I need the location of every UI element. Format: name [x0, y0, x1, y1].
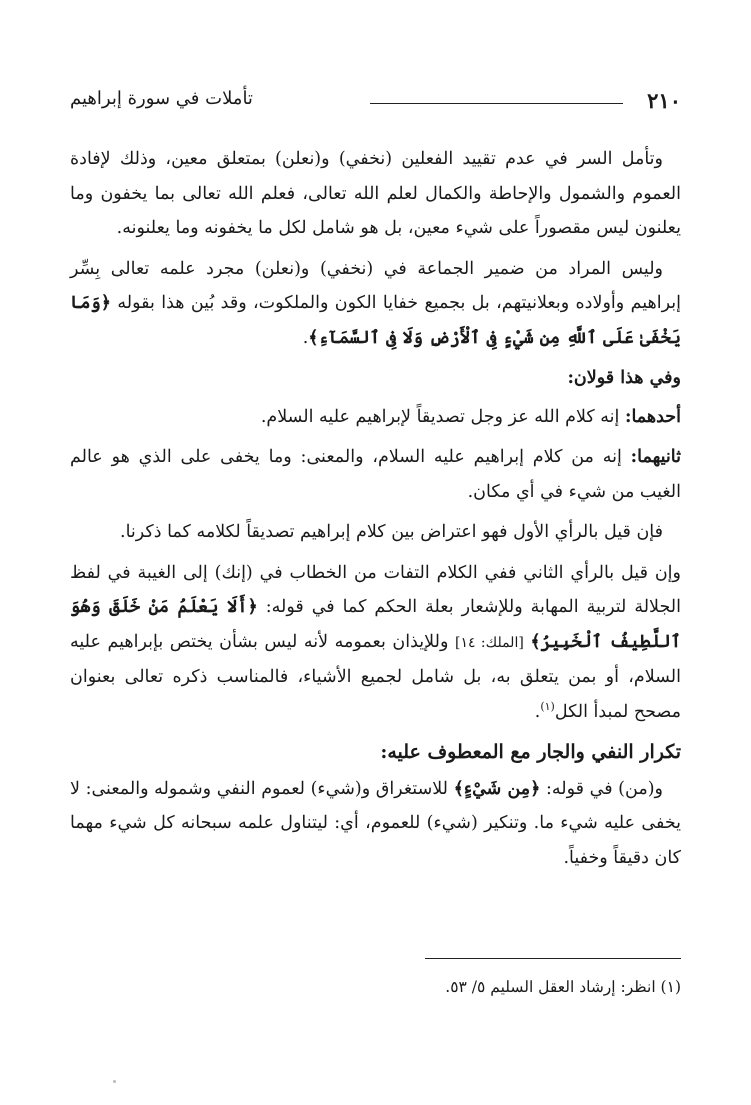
paragraph: وتأمل السر في عدم تقييد الفعلين (نخفي) و(نعلن) بمتعلق معين، وذلك لإفادة العموم والشمول والإحاطة والكمال لعلم الله تعالى، فعلم الله تعالى بما يخفون وما يعلنون ليس مقصوراً على شيء معين، بل هو شامل لكل ما يخفونه وما يعلنونه.: [70, 149, 681, 238]
paragraph-text: إنه من كلام إبراهيم عليه السلام، والمعنى: وما يخفى على الذي هو عالم الغيب من شيء في أي مكان.: [70, 447, 681, 502]
section-heading: تكرار النفي والجار مع المعطوف عليه:: [380, 741, 681, 763]
paragraph-text: إنه كلام الله عز وجل تصديقاً لإبراهيم عليه السلام.: [260, 406, 625, 427]
paragraph: [70, 556, 681, 730]
paragraph-text: وإن قيل بالرأي الثاني ففي الكلام التفات من الخطاب في (إنك) إلى الغيبة في لفظ الجلالة لتربية المهابة وللإشعار بعلة الحكم كما في قوله:: [70, 562, 681, 617]
page-body: [70, 142, 681, 881]
paragraph: [70, 772, 681, 876]
header-rule: [370, 103, 623, 104]
page-speck: [113, 1080, 116, 1083]
first-label: أحدهما:: [624, 406, 681, 427]
footnote-marker: (١): [540, 699, 555, 713]
paragraph-text: وللإيذان بعمومه لأنه ليس بشأن يختص بإبراهيم عليه السلام، أو بمن يتعلق به، بل شامل لجميع الأشياء، فالمناسب ذكره تعالى بعنوان مصحح لمبدأ الكل: [70, 631, 681, 722]
quran-verse: ﴿مِن شَيْءٍ﴾: [453, 778, 541, 799]
paragraph-end: .: [534, 701, 541, 722]
paragraph-end: .: [302, 327, 309, 348]
sub-heading: وفي هذا قولان:: [567, 368, 681, 388]
running-title: تأملات في سورة إبراهيم: [70, 88, 253, 109]
paragraph-text: و(من) في قوله:: [546, 778, 663, 799]
paragraph-text: وليس المراد من ضمير الجماعة في (نخفي) و(نعلن) مجرد علمه تعالى بِسِّر إبراهيم وأولاده وبعلانيتهم، بل بجميع خفايا الكون والملكوت، وقد بُين هذا بقوله: [70, 258, 681, 313]
page-header: [70, 88, 681, 118]
footnote: (١) انظر: إرشاد العقل السليم ٥/ ٥٣.: [445, 978, 681, 996]
paragraph: فإن قيل بالرأي الأول فهو اعتراض بين كلام إبراهيم تصديقاً لكلامه كما ذكرنا.: [120, 522, 663, 542]
paragraph-text: للاستغراق و(شيء) لعموم النفي وشموله والمعنى: لا يخفى عليه شيء ما. وتنكير (شيء) للعموم، أي: ليتناول علمه سبحانه كل شيء مهما كان دقيقاً وخفياً.: [70, 778, 681, 868]
page-number: ٢١٠: [647, 88, 681, 113]
paragraph: [70, 252, 681, 356]
paragraph: [70, 400, 681, 435]
surah-reference: [الملك: ١٤]: [454, 634, 524, 651]
paragraph: [70, 440, 681, 509]
quran-verse: ﴿أَلَا يَعْلَمُ مَنْ خَلَقَ وَهُوَ ٱللَّطِيفُ ٱلْخَبِيرُ﴾: [70, 597, 681, 652]
quran-verse: ﴿وَمَا يَخْفَىٰ عَلَى ٱللَّهِ مِن شَيْءٍ فِى ٱلْأَرْضِ وَلَا فِى ٱلسَّمَآءِ﴾: [70, 293, 681, 348]
footnote-rule: [425, 958, 681, 959]
second-label: ثانيهما:: [630, 447, 681, 467]
